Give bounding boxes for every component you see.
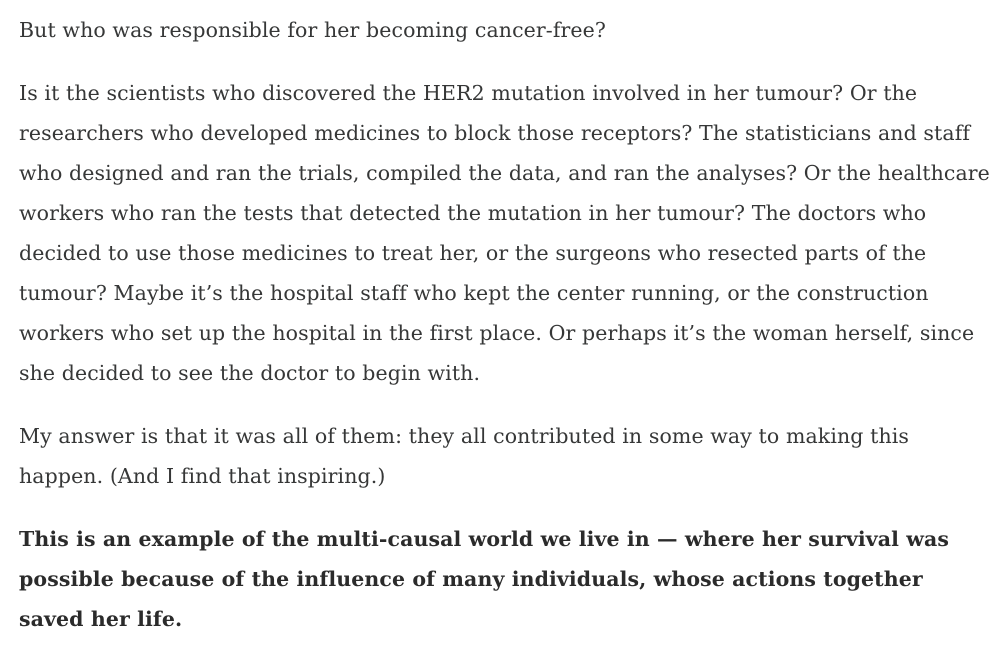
paragraph-conclusion: This is an example of the multi-causal world we live in — where her survival was possible because of the influence of many individuals, whose actions together saved her life. [19,527,950,631]
paragraph-question: But who was responsible for her becoming cancer-free? [19,18,606,42]
paragraph-contributors: Is it the scientists who discovered the HER2 mutation involved in her tumour? Or the researchers who developed medicines to block those receptors? The statisticians and staff who designed and ran the trials, compiled the data, and ran the analyses? Or the healthcare workers who ran the tests that detected the mutation in her tumour? The doctors who decided to use those medicines to treat her, or the surgeons who resected parts of the tumour? Maybe it’s the hospital staff who kept the center running, or the construction workers who set up the hospital in the first place. Or perhaps it’s the woman herself, since she decided to see the doctor to begin with. [19,81,990,385]
paragraph-answer: My answer is that it was all of them: they all contributed in some way to making this happen. (And I find that inspiring.) [19,424,910,488]
